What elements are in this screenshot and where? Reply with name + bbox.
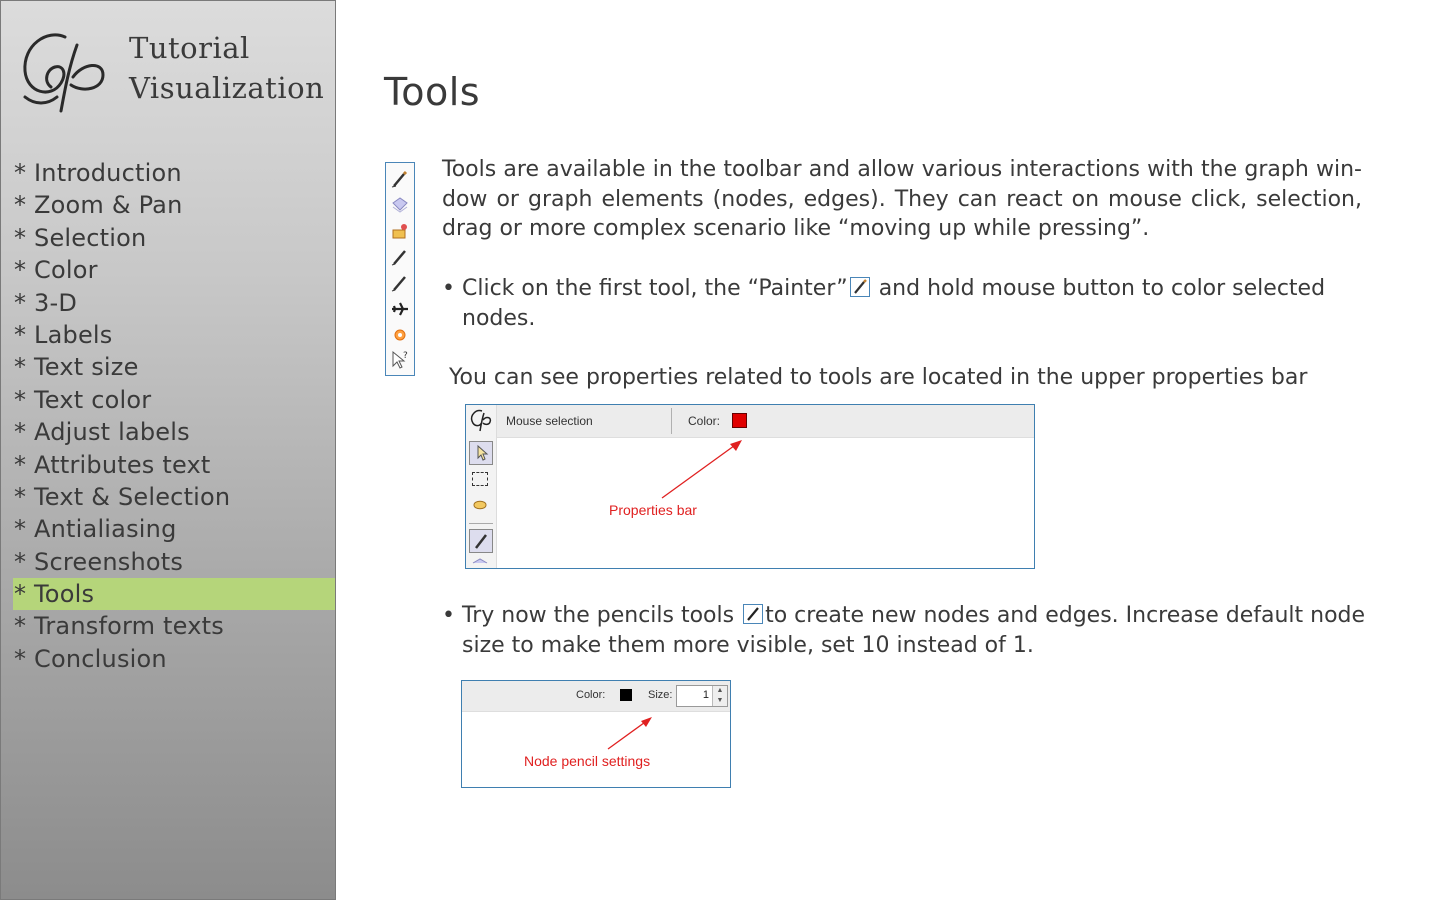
sidebar-nav (13, 157, 335, 675)
logo-title-line1: Tutorial (129, 31, 250, 65)
mouse-selection-label: Mouse selection (506, 414, 593, 428)
pencil-size-label: Size: (648, 689, 673, 701)
properties-bar-annotation: Properties bar (609, 502, 697, 518)
pencil-color-label: Color: (576, 689, 606, 701)
sidebar-item-text-selection[interactable]: * Text & Selection (14, 482, 231, 511)
gephi-logo-icon (17, 27, 113, 115)
logo-title-line2: Visualization (129, 71, 325, 105)
annotation-arrow-2 (462, 681, 730, 787)
sidebar-item-conclusion[interactable]: * Conclusion (14, 644, 167, 673)
sidebar-item-labels[interactable]: * Labels (14, 320, 113, 349)
sun-icon (390, 325, 410, 345)
bullet-pencils (442, 601, 1367, 660)
sidebar (0, 0, 336, 900)
tools-toolbar-image (385, 162, 415, 376)
sidebar-item-introduction[interactable]: * Introduction (14, 159, 182, 187)
node-pencil-settings-screenshot (461, 680, 731, 788)
sidebar-item-zoom-pan[interactable]: * Zoom & Pan (14, 191, 183, 220)
sidebar-item-antialiasing[interactable]: * Antialiasing (14, 515, 177, 544)
bullet-pencils-text-end: to create new nodes and edges. Increase default node size to make them more visible, set 10 instead of 1. (462, 603, 1366, 658)
pencil-inline-icon (743, 604, 763, 624)
properties-bar-screenshot (465, 404, 1035, 569)
brush-icon (390, 221, 410, 241)
sidebar-item-tools[interactable]: * Tools (13, 578, 335, 610)
help-cursor-icon (390, 350, 410, 370)
bullet-pencils-body (442, 601, 1367, 660)
bullet-painter-body (442, 274, 1362, 333)
node-pencil-icon (390, 247, 410, 267)
svg-text:?: ? (403, 351, 408, 361)
sidebar-item-transform-texts[interactable]: * Transform texts (14, 612, 224, 641)
node-pencil-annotation: Node pencil settings (524, 753, 651, 769)
bullet-painter (442, 274, 1362, 333)
color-label: Color: (688, 414, 721, 428)
intro-paragraph: Tools are available in the toolbar and allow various interactions with the graph win-dow or graph elements (nodes, edges). They can react on mouse click, selection, drag or more complex scenario like “moving up while pressing”. (442, 157, 1362, 241)
diamond-icon (390, 195, 410, 215)
sidebar-item-screenshots[interactable]: * Screenshots (14, 547, 184, 576)
bullet-symbol: • (442, 276, 455, 301)
bullet-pencils-text-start: Try now the pencils tools (462, 603, 742, 628)
airplane-icon (390, 299, 410, 319)
sidebar-item-color[interactable]: * Color (14, 256, 98, 285)
size-value: 1 (702, 689, 709, 701)
sidebar-item-text-size[interactable]: * Text size (14, 353, 139, 382)
painter-inline-icon (850, 277, 870, 297)
sidebar-item-3d[interactable]: * 3-D (14, 288, 78, 317)
bullet-painter-text-end: and hold mouse button to color selected nodes. (462, 276, 1326, 331)
sidebar-item-selection[interactable]: * Selection (14, 223, 147, 252)
sidebar-item-attributes-text[interactable]: * Attributes text (14, 450, 211, 479)
sidebar-item-text-color[interactable]: * Text color (14, 385, 152, 414)
painter-icon (390, 169, 410, 189)
annotation-arrow (466, 405, 1034, 568)
edge-pencil-icon (390, 273, 410, 293)
page-title: Tools (384, 70, 481, 114)
bullet-painter-text-start: Click on the first tool, the “Painter” (462, 276, 848, 301)
bullet-symbol-2: • (442, 603, 455, 628)
properties-note: You can see properties related to tools are located in the upper properties bar (449, 365, 1308, 390)
spinner-arrows-icon[interactable]: ▲ ▼ (712, 686, 727, 706)
sidebar-item-adjust-labels[interactable]: * Adjust labels (14, 418, 190, 447)
